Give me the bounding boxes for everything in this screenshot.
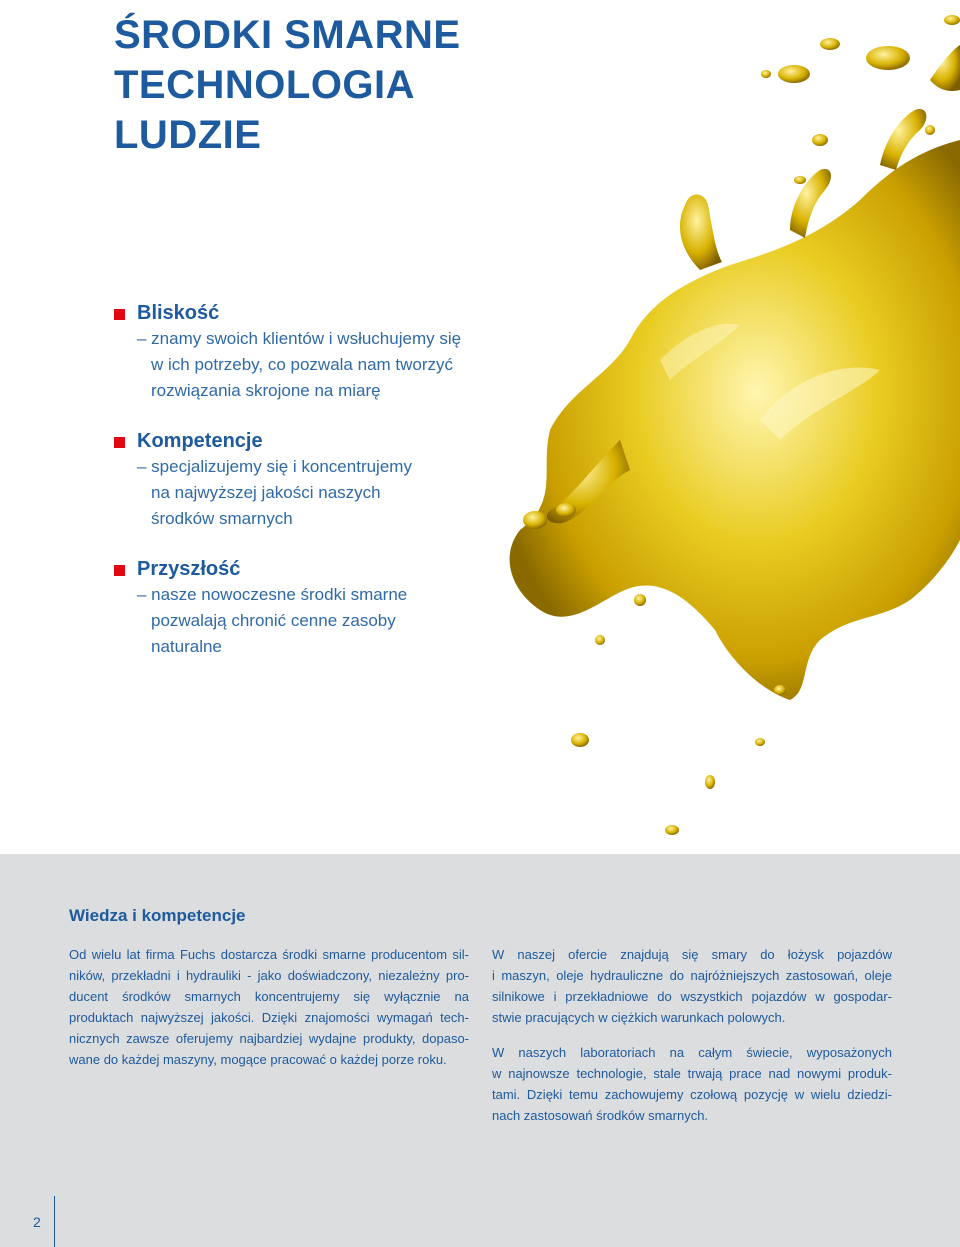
value-heading: Przyszłość [137,558,241,580]
title-line-3: LUDZIE [114,113,262,157]
text-line: ducent środków smarnych koncentrujemy się wyłącznie na [69,989,469,1004]
bullet-square-icon [114,565,125,576]
page-number-divider [54,1196,55,1247]
text-line: produktach najwyższej jakości. Dzięki znajomości wymagań tech- [69,1010,469,1025]
text-line: tami. Dzięki temu zachowujemy czołową pozycję w wielu dziedzi- [492,1087,892,1102]
text-line: w najnowsze technologie, stale trwają prace nad nowymi produk- [492,1066,892,1081]
value-item-kompetencje [114,428,534,532]
value-description [137,582,534,660]
value-line: – specjalizujemy się i koncentrujemy [137,457,412,476]
bullet-square-icon [114,309,125,320]
text-line: ników, przekładni i hydrauliki - jako doświadczony, niezależny pro- [69,968,469,983]
value-line: w ich potrzeby, co pozwala nam tworzyć [151,355,454,374]
bullet-square-icon [114,437,125,448]
value-heading: Kompetencje [137,430,263,452]
text-line: Od wielu lat firma Fuchs dostarcza środki smarne producentom sil- [69,947,469,962]
value-line: środków smarnych [151,509,293,528]
value-item-bliskosc [114,300,534,404]
oil-splash-image [460,0,960,900]
text-line: W naszej ofercie znajdują się smary do łożysk pojazdów [492,947,892,962]
value-description [137,326,534,404]
right-paragraph-1 [492,944,892,1028]
title-line-1: ŚRODKI SMARNE [114,13,461,57]
value-description [137,454,534,532]
text-line: nach zastosowań środków smarnych. [492,1108,709,1123]
right-paragraph-2 [492,1042,892,1126]
value-item-przyszlosc [114,556,534,660]
text-line: i maszyn, oleje hydrauliczne do najróżniejszych zastosowań, oleje [492,968,892,983]
value-heading: Bliskość [137,302,220,324]
left-paragraph [69,944,469,1070]
value-line: – znamy swoich klientów i wsłuchujemy się [137,329,462,348]
value-line: pozwalają chronić cenne zasoby [151,611,396,630]
value-line: rozwiązania skrojone na miarę [151,381,381,400]
text-line: nicznych zawsze oferujemy najbardziej wydajne produkty, dopaso- [69,1031,469,1046]
value-line: na najwyższej jakości naszych [151,483,381,502]
title-line-2: TECHNOLOGIA [114,63,416,107]
text-line: stwie pracujących w ciężkich warunkach polowych. [492,1010,786,1025]
value-line: – nasze nowoczesne środki smarne [137,585,408,604]
text-line: W naszych laboratoriach na całym świecie, wyposażonych [492,1045,892,1060]
value-line: naturalne [151,637,222,656]
text-line: silnikowe i przekładniowe do wszystkich pojazdów w gospodar- [492,989,892,1004]
right-column-text [492,944,892,1140]
page-number: 2 [33,1214,41,1230]
values-list [114,300,534,684]
text-line: wane do każdej maszyny, mogące pracować o każdej porze roku. [69,1052,447,1067]
page-title [114,10,461,160]
left-column-text [69,944,469,1084]
section-title: Wiedza i kompetencje [69,906,246,925]
